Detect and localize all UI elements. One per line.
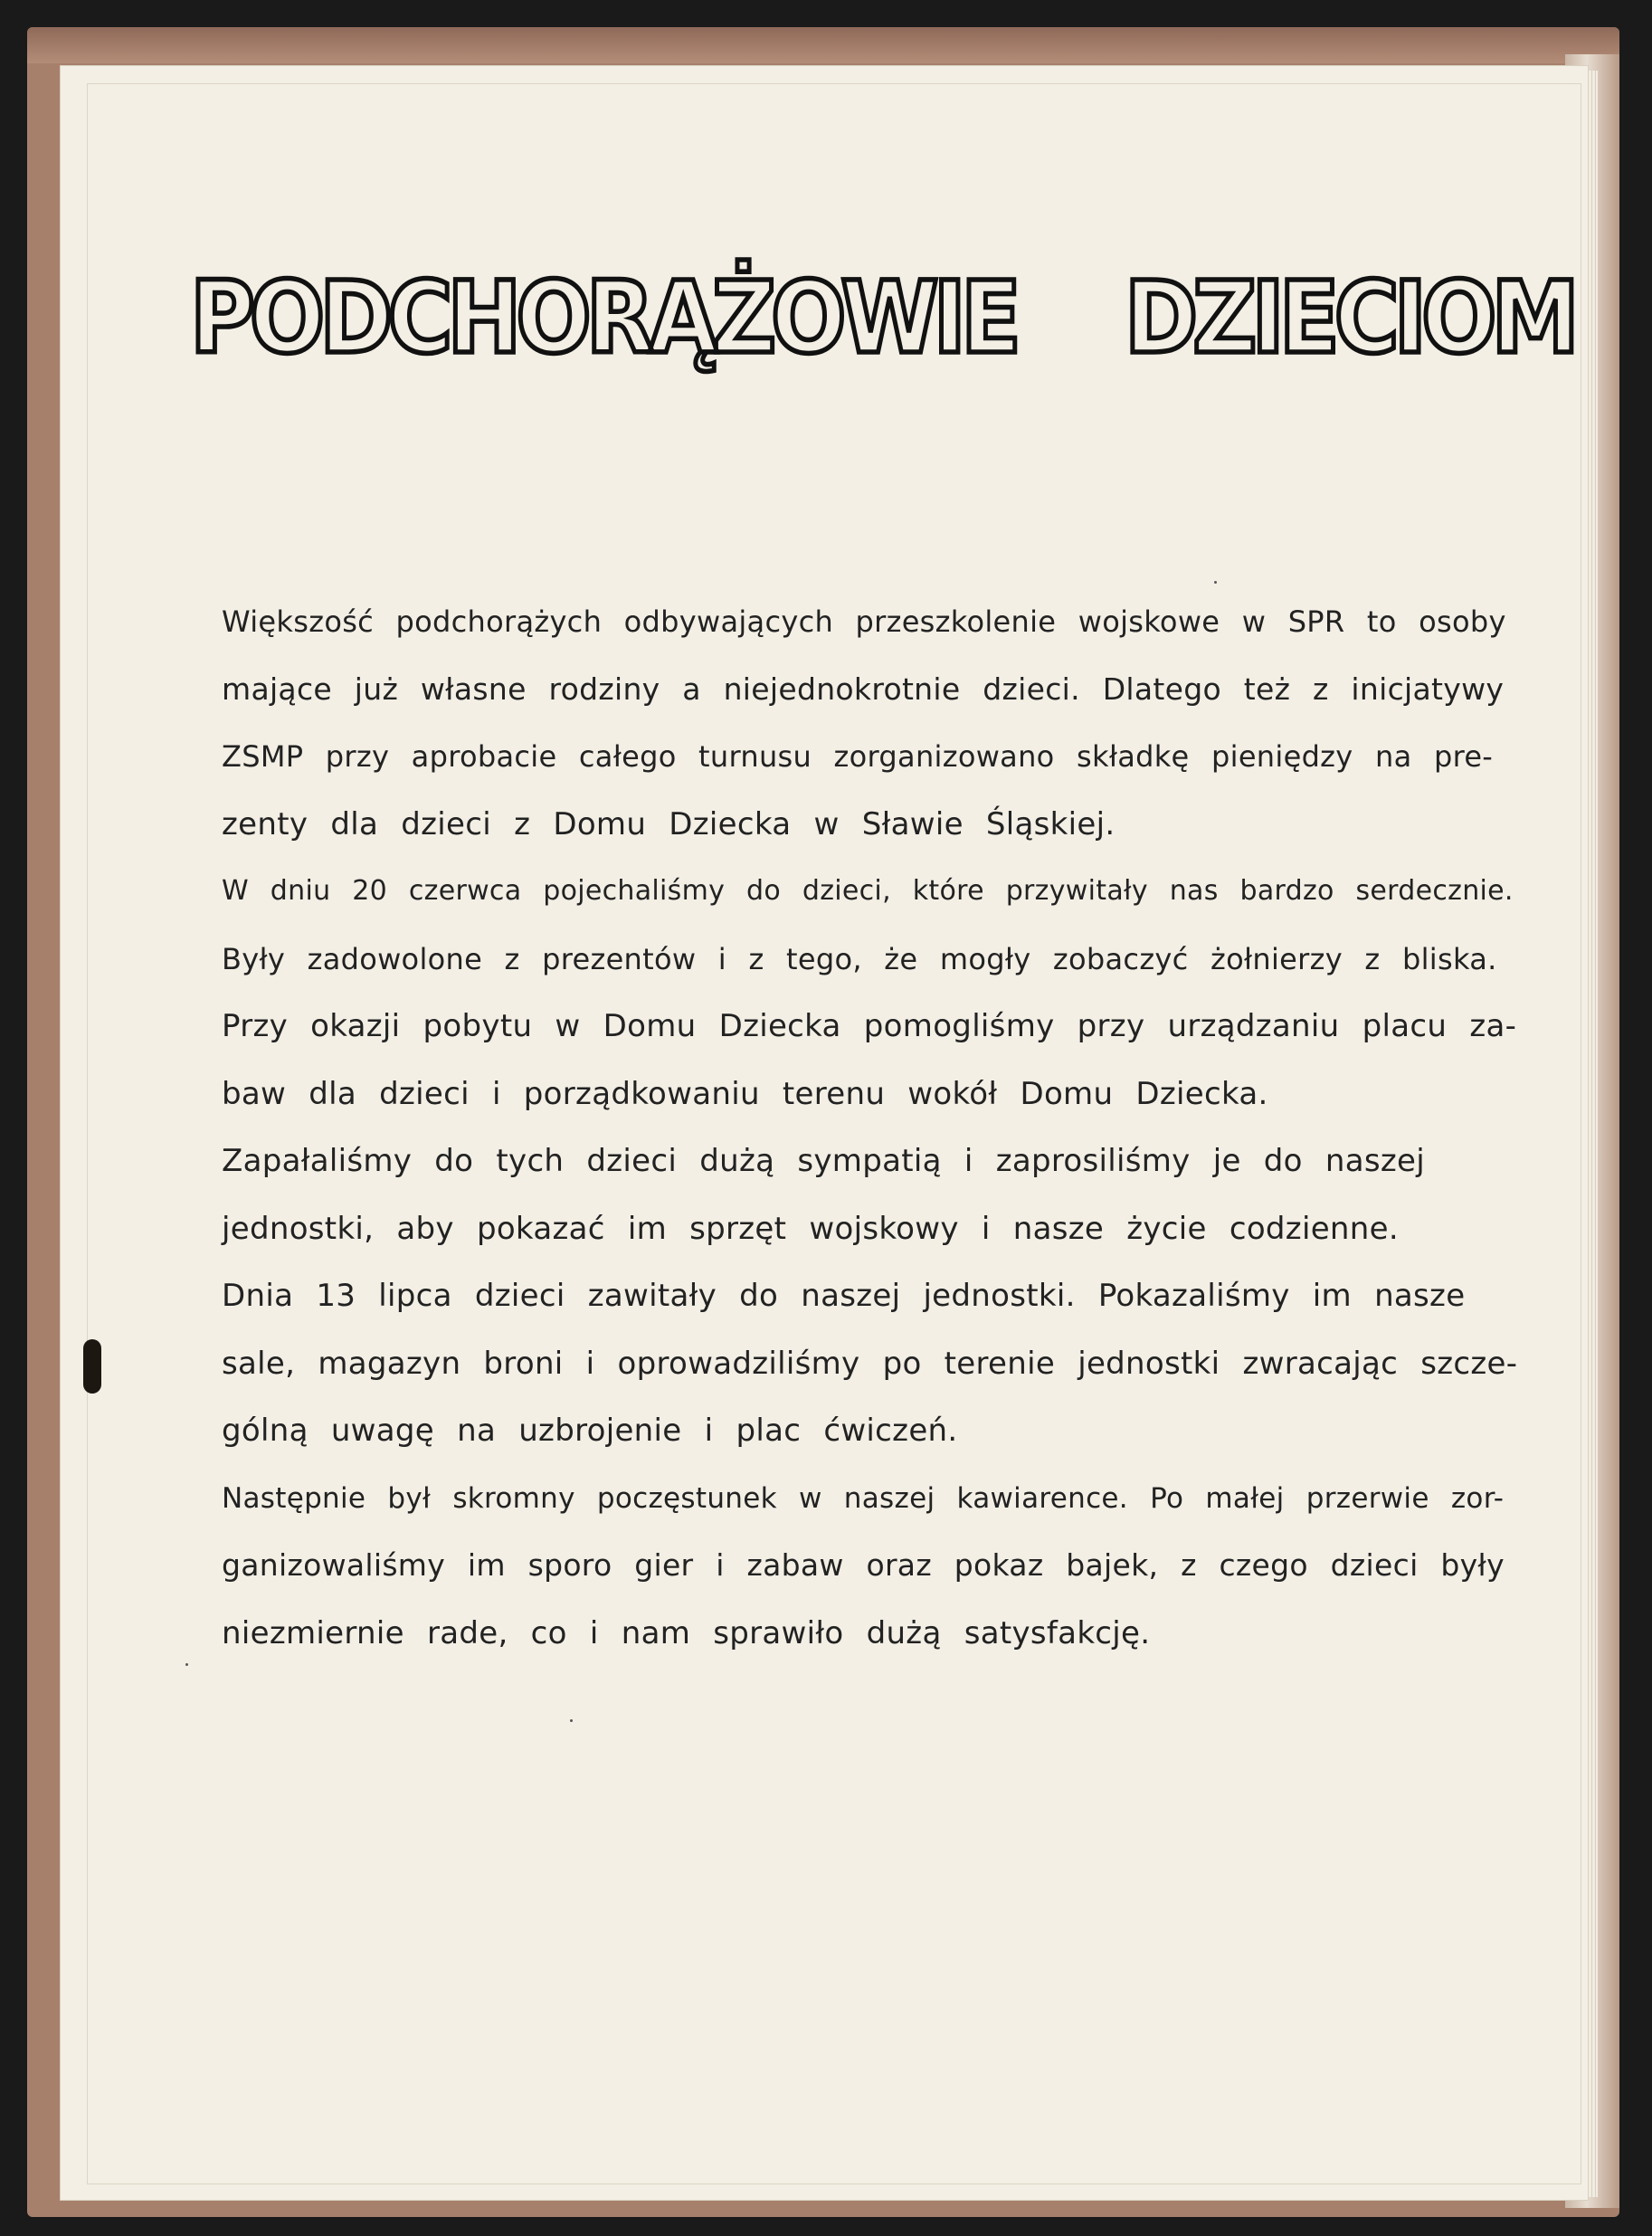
paper-speck [1214, 581, 1217, 584]
text-line: sale, magazyn broni i oprowadziliśmy po terenie jednostki zwracając szcze- [222, 1345, 1518, 1382]
title-word-2: DZIECIOM [1124, 261, 1574, 376]
paper-speck [185, 1663, 188, 1666]
album-cover-top-edge [27, 27, 1619, 63]
text-line: mające już własne rodziny a niejednokrotnie dzieci. Dlatego też z inicjatywy [222, 671, 1505, 707]
text-line: Większość podchorążych odbywających przeszkolenie wojskowe w SPR to osoby [222, 604, 1506, 639]
text-line: W dniu 20 czerwca pojechaliśmy do dzieci, które przywitały nas bardzo serdecznie. [222, 875, 1514, 907]
text-line: Były zadowolone z prezentów i z tego, że mogły zobaczyć żołnierzy z bliska. [222, 941, 1497, 976]
paper-speck [570, 1719, 573, 1722]
text-line: niezmiernie rade, co i nam sprawiło dużą satysfakcję. [222, 1614, 1151, 1651]
text-line: Następnie był skromny poczęstunek w naszej kawiarence. Po małej przerwie zor- [222, 1481, 1505, 1515]
binding-hole [83, 1339, 101, 1394]
text-line: Zapałaliśmy do tych dzieci dużą sympatią i zaprosiliśmy je do naszej [222, 1143, 1425, 1179]
text-line: zenty dla dzieci z Domu Dziecka w Sławie Śląskiej. [222, 805, 1116, 842]
text-line: baw dla dzieci i porządkowaniu terenu wokół Domu Dziecka. [222, 1075, 1268, 1112]
text-line: jednostki, aby pokazać im sprzęt wojskowy i nasze życie codzienne. [222, 1210, 1399, 1247]
text-line: gólną uwagę na uzbrojenie i plac ćwiczeń. [222, 1413, 958, 1449]
text-line: ZSMP przy aprobacie całego turnusu zorganizowano składkę pieniędzy na pre- [222, 739, 1494, 774]
handwritten-body-text [222, 588, 1524, 1667]
text-line: ganizowaliśmy im sporo gier i zabaw oraz pokaz bajek, z czego dzieci były [222, 1547, 1505, 1583]
text-line: Dnia 13 lipca dzieci zawitały do naszej jednostki. Pokazaliśmy im nasze [222, 1278, 1466, 1314]
text-line: Przy okazji pobytu w Domu Dziecka pomogliśmy przy urządzaniu placu za- [222, 1008, 1517, 1044]
title-word-1: PODCHORĄŻOWIE [190, 261, 1016, 376]
page-title [190, 201, 1583, 436]
